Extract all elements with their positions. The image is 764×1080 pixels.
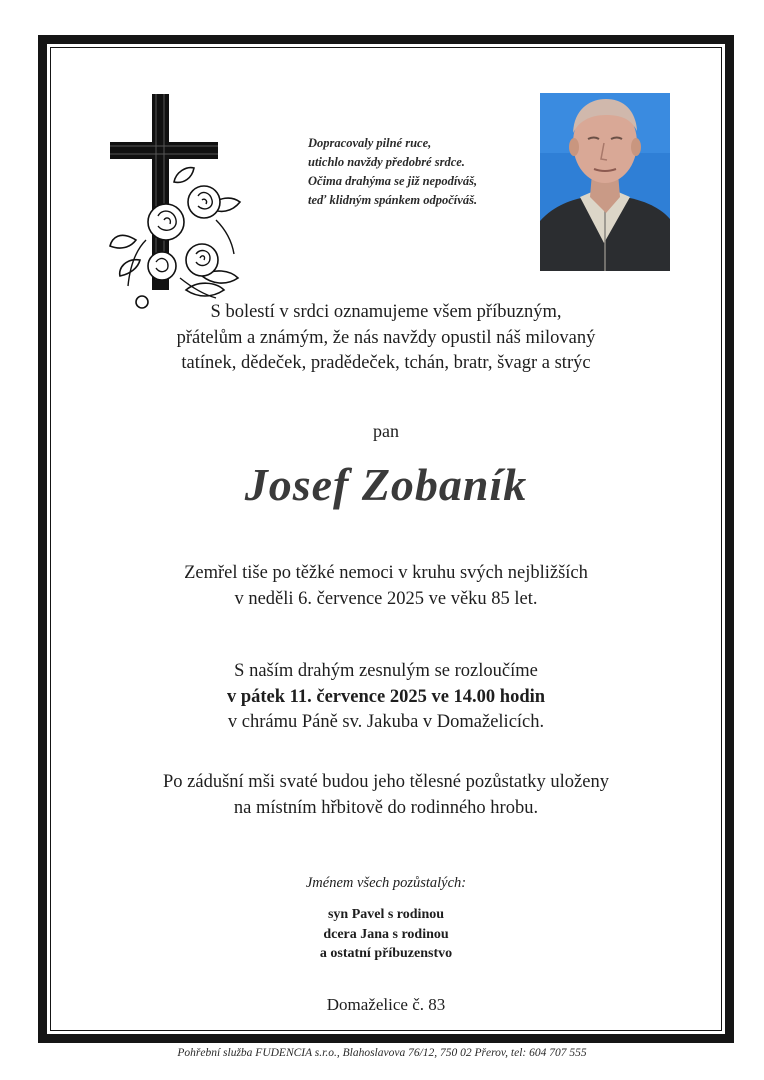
poem-line: Očima drahýma se již nepodíváš,: [308, 174, 478, 188]
honorific: pan: [373, 421, 399, 441]
funeral-place: v chrámu Páně sv. Jakuba v Domaželicích.: [227, 712, 545, 732]
burial-line: na místním hřbitově do rodinného hrobu.: [233, 797, 539, 818]
announcement-line: S bolestí v srdci oznamujeme všem příbuzným,: [210, 302, 562, 322]
death-info: [50, 561, 722, 612]
announcement-line: přátelům a známým, že nás navždy opustil náš milovaný: [176, 327, 596, 348]
funeral-line: S naším drahým zesnulým se rozloučíme: [234, 661, 538, 681]
burial-info: [50, 770, 722, 821]
funeral-service-footer: Pohřební služba FUDENCIA s.r.o., Blahoslavova 76/12, 750 02 Přerov, tel: 604 707 555: [177, 1047, 587, 1059]
announcement-text: [50, 300, 722, 377]
mourners-list: [50, 905, 722, 964]
announcement-line: tatínek, dědeček, pradědeček, tchán, bratr, švagr a strýc: [181, 353, 591, 373]
cross-with-roses-icon: [106, 90, 248, 312]
mourner: a ostatní příbuzenstvo: [319, 946, 453, 961]
burial-line: Po zádušní mši svaté budou jeho tělesné pozůstatky uloženy: [163, 772, 609, 792]
poem-line: teď klidným spánkem odpočíváš.: [308, 193, 478, 207]
mourner: dcera Jana s rodinou: [323, 926, 449, 942]
poem-line: Dopracovaly pilné ruce,: [308, 136, 432, 150]
funeral-info: [50, 659, 722, 736]
death-info-line: Zemřel tiše po těžké nemoci v kruhu svých nejbližších: [184, 563, 588, 583]
deceased-name: Josef Zobaník: [244, 459, 528, 510]
funeral-date: v pátek 11. července 2025 ve 14.00 hodin: [226, 686, 546, 707]
portrait-photo: [540, 93, 670, 271]
poem-line: utichlo navždy předobré srdce.: [308, 155, 465, 169]
address: Domaželice č. 83: [326, 995, 446, 1014]
mourners-intro: Jménem všech pozůstalých:: [305, 875, 467, 891]
death-info-line: v neděli 6. července 2025 ve věku 85 let.: [234, 588, 538, 609]
mourner: syn Pavel s rodinou: [327, 907, 445, 922]
memorial-poem: [308, 134, 548, 210]
